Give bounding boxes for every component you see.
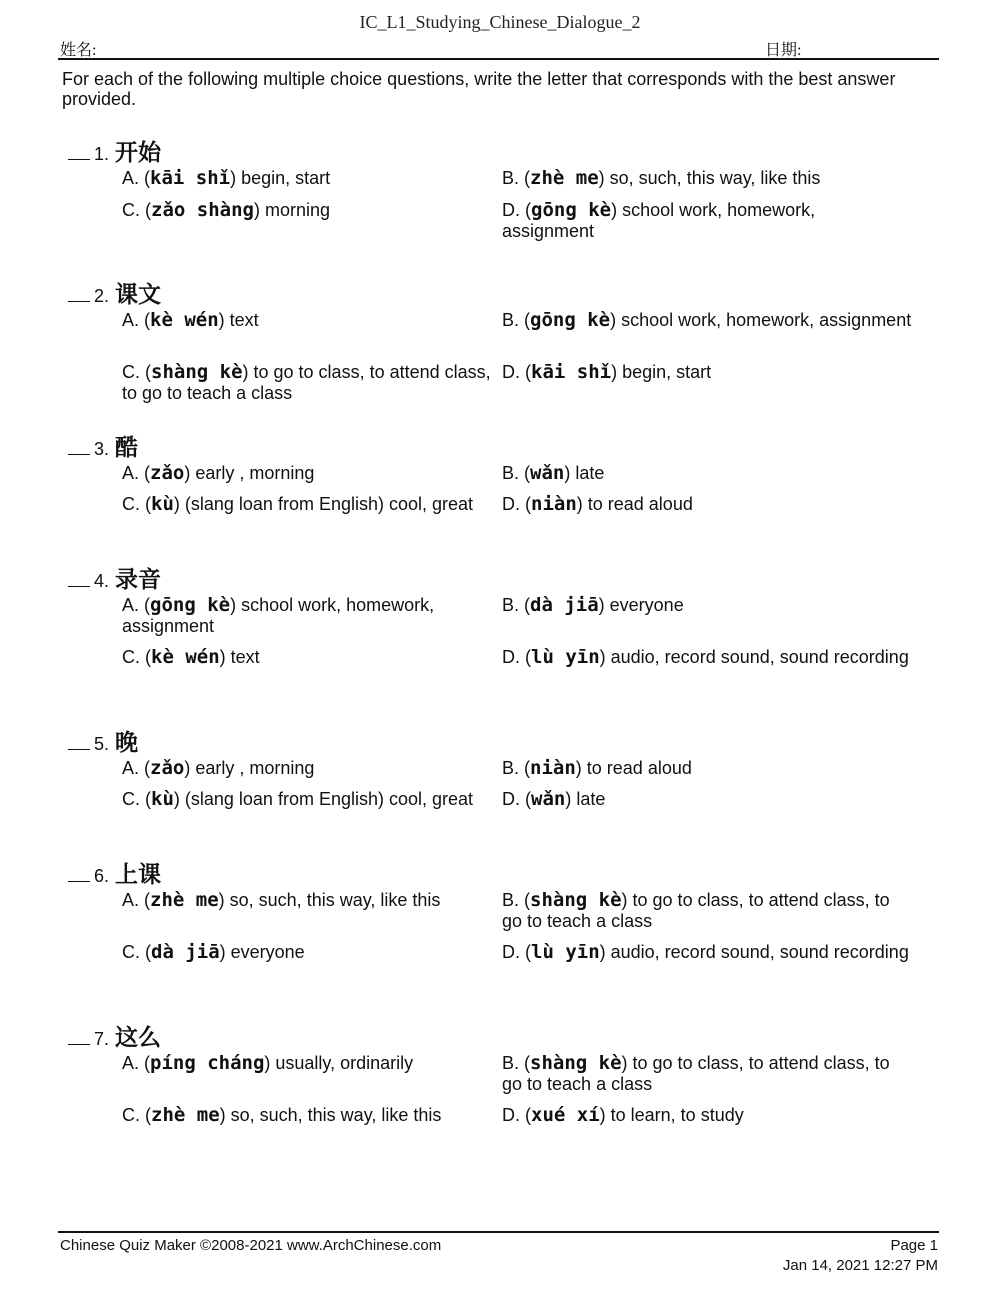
page-title: IC_L1_Studying_Chinese_Dialogue_2 [359,12,641,32]
question-number: 6. [94,866,110,886]
pinyin: niàn [530,757,576,779]
answer-blank[interactable] [68,283,90,302]
pinyin: kè wén [151,646,220,668]
option-b: B. (wǎn) late [502,462,605,484]
option-d: D. (xué xí) to learn, to study [502,1104,744,1126]
option-a: A. (kāi shǐ) begin, start [122,167,331,189]
question-header [68,429,138,462]
option-a: A. (kè wén) text [122,309,259,331]
option-c: C. (dà jiā) everyone [122,941,305,963]
footer-page-number: Page 1 [890,1237,938,1254]
answer-blank[interactable] [68,863,90,882]
pinyin: kè wén [150,309,219,331]
pinyin: zǎo shàng [151,199,254,221]
option-d: D. (wǎn) late [502,788,606,810]
question-header [68,561,161,594]
option-d: D. (kāi shǐ) begin, start [502,361,712,383]
option-d: D. (lù yīn) audio, record sound, sound recording [502,646,909,668]
pinyin: wǎn [530,462,565,484]
question-number: 3. [94,439,110,459]
pinyin: lù yīn [531,941,600,963]
question-header [68,134,161,167]
instructions: For each of the following multiple choice questions, write the letter that corresponds with the best answer provided. [62,69,896,109]
question-header [68,724,138,757]
answer-blank[interactable] [68,1026,90,1045]
question-word: 晚 [115,729,139,756]
question-word: 课文 [115,281,162,308]
question-number: 7. [94,1029,110,1049]
pinyin: shàng kè [151,361,243,383]
pinyin: píng cháng [150,1052,265,1074]
option-a: A. (zǎo) early , morning [122,462,315,484]
question-number: 5. [94,734,110,754]
pinyin: wǎn [531,788,566,810]
option-c: C. (kè wén) text [122,646,260,668]
pinyin: lù yīn [531,646,600,668]
answer-blank[interactable] [68,436,90,455]
option-c: C. (zǎo shàng) morning [122,199,330,221]
option-b: B. (zhè me) so, such, this way, like this [502,167,821,189]
pinyin: shàng kè [530,889,622,911]
option-c: C. (kù) (slang loan from English) cool, great [122,493,474,515]
pinyin: gōng kè [530,309,611,331]
pinyin: kāi shǐ [150,167,231,189]
date-label: 日期: [765,42,802,59]
footer-divider [58,1231,939,1233]
pinyin: dà jiā [530,594,599,616]
header-divider [58,58,939,60]
answer-blank[interactable] [68,731,90,750]
pinyin: kù [151,493,174,515]
question-number: 4. [94,571,110,591]
option-d: D. (lù yīn) audio, record sound, sound recording [502,941,909,963]
name-label: 姓名: [60,42,97,59]
question-word: 上课 [115,861,162,888]
pinyin: zhè me [530,167,599,189]
option-b: B. (shàng kè) to go to class, to attend class, to go to teach a class [502,1052,890,1094]
option-b: B. (niàn) to read aloud [502,757,692,779]
option-b: B. (shàng kè) to go to class, to attend class, to go to teach a class [502,889,890,931]
pinyin: zǎo [150,757,185,779]
question-word: 这么 [115,1024,162,1051]
pinyin: gōng kè [150,594,231,616]
question-word: 录音 [115,566,162,593]
option-a: A. (zhè me) so, such, this way, like this [122,889,441,911]
question-header [68,276,161,309]
option-d: D. (gōng kè) school work, homework, assignment [502,199,816,241]
question-number: 1. [94,144,110,164]
option-a: A. (píng cháng) usually, ordinarily [122,1052,414,1074]
option-b: B. (dà jiā) everyone [502,594,684,616]
pinyin: kù [151,788,174,810]
question-header [68,856,161,889]
question-word: 酷 [115,434,139,461]
option-d: D. (niàn) to read aloud [502,493,693,515]
option-b: B. (gōng kè) school work, homework, assignment [502,309,912,331]
answer-blank[interactable] [68,568,90,587]
pinyin: niàn [531,493,577,515]
answer-blank[interactable] [68,141,90,160]
pinyin: xué xí [531,1104,600,1126]
pinyin: zhè me [151,1104,220,1126]
option-c: C. (kù) (slang loan from English) cool, great [122,788,474,810]
footer-copyright: Chinese Quiz Maker ©2008-2021 www.ArchChinese.com [60,1237,442,1254]
option-a: A. (zǎo) early , morning [122,757,315,779]
question-number: 2. [94,286,110,306]
option-c: C. (zhè me) so, such, this way, like this [122,1104,442,1126]
option-c: C. (shàng kè) to go to class, to attend class, to go to teach a class [122,361,491,403]
question-header [68,1019,161,1052]
pinyin: zǎo [150,462,185,484]
pinyin: gōng kè [531,199,612,221]
pinyin: kāi shǐ [531,361,612,383]
pinyin: shàng kè [530,1052,622,1074]
footer-date: Jan 14, 2021 12:27 PM [782,1257,938,1274]
question-word: 开始 [115,139,162,166]
pinyin: zhè me [150,889,219,911]
pinyin: dà jiā [151,941,220,963]
option-a: A. (gōng kè) school work, homework, assignment [122,594,435,636]
